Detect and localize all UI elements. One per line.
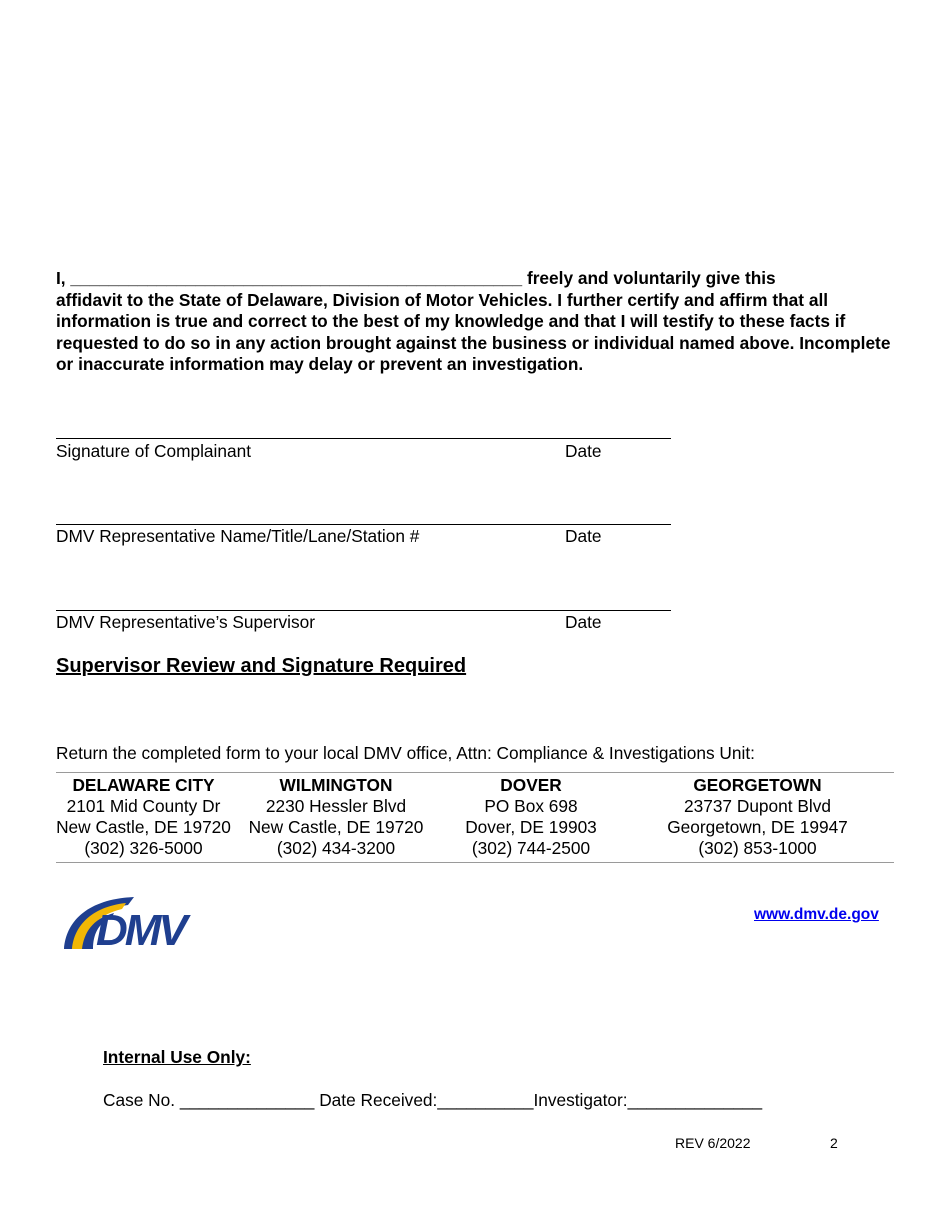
office-city: Dover, DE 19903 <box>465 817 597 837</box>
dmv-representative-date-label: Date <box>565 526 602 546</box>
complainant-signature-label: Signature of Complainant <box>56 441 252 461</box>
supervisor-signature-line[interactable] <box>56 610 671 611</box>
office-city: New Castle, DE 19720 <box>56 817 231 837</box>
dmv-representative-label: DMV Representative Name/Title/Lane/Station # <box>56 526 420 546</box>
return-instructions: Return the completed form to your local DMV office, Attn: Compliance & Investigations Unit: <box>56 743 755 763</box>
office-street: 23737 Dupont Blvd <box>683 796 831 816</box>
dmv-offices-table <box>56 772 894 863</box>
affidavit-statement <box>56 268 906 376</box>
complainant-name-blank[interactable]: _______________________________________________ <box>70 268 523 288</box>
dmv-logo <box>62 893 202 956</box>
supervisor-date-label: Date <box>565 612 602 632</box>
affidavit-body: affidavit to the State of Delaware, Division of Motor Vehicles. I further certify and affirm that all information is true and correct to the best of my knowledge and that I will testify to these facts if requested to do so in any action brought against the business or individual named above. Incomplete or inaccurate information may delay or prevent an investigation. <box>56 289 891 374</box>
office-georgetown <box>621 773 894 863</box>
office-dover <box>441 773 621 863</box>
website-link[interactable]: www.dmv.de.gov <box>754 906 879 923</box>
office-name: DELAWARE CITY <box>72 775 215 795</box>
office-street: 2230 Hessler Blvd <box>265 796 407 816</box>
office-phone: (302) 434-3200 <box>276 838 396 858</box>
affidavit-lead: I, <box>56 268 66 288</box>
office-city: New Castle, DE 19720 <box>248 817 424 837</box>
office-name: WILMINGTON <box>279 775 393 795</box>
affidavit-tail: freely and voluntarily give this <box>522 268 776 288</box>
complainant-date-label: Date <box>565 441 602 461</box>
supervisor-review-heading: Supervisor Review and Signature Required <box>56 655 467 677</box>
internal-use-title: Internal Use Only: <box>103 1047 251 1067</box>
dmv-representative-signature-line[interactable] <box>56 524 671 525</box>
complainant-signature-line[interactable] <box>56 438 671 439</box>
office-street: PO Box 698 <box>484 796 578 816</box>
office-name: DOVER <box>500 775 562 795</box>
office-city: Georgetown, DE 19947 <box>667 817 848 837</box>
office-delaware-city <box>56 773 231 863</box>
office-name: GEORGETOWN <box>693 775 822 795</box>
logo-text: DMV <box>96 906 185 951</box>
office-phone: (302) 744-2500 <box>471 838 591 858</box>
page-number: 2 <box>830 1135 838 1151</box>
office-phone: (302) 326-5000 <box>84 838 203 858</box>
internal-use-fields[interactable]: Case No. ______________ Date Received:__________Investigator:______________ <box>103 1090 763 1110</box>
office-street: 2101 Mid County Dr <box>66 796 221 816</box>
revision-label: REV 6/2022 <box>675 1135 751 1151</box>
office-phone: (302) 853-1000 <box>698 838 817 858</box>
supervisor-signature-label: DMV Representative’s Supervisor <box>56 612 316 632</box>
office-wilmington <box>231 773 441 863</box>
